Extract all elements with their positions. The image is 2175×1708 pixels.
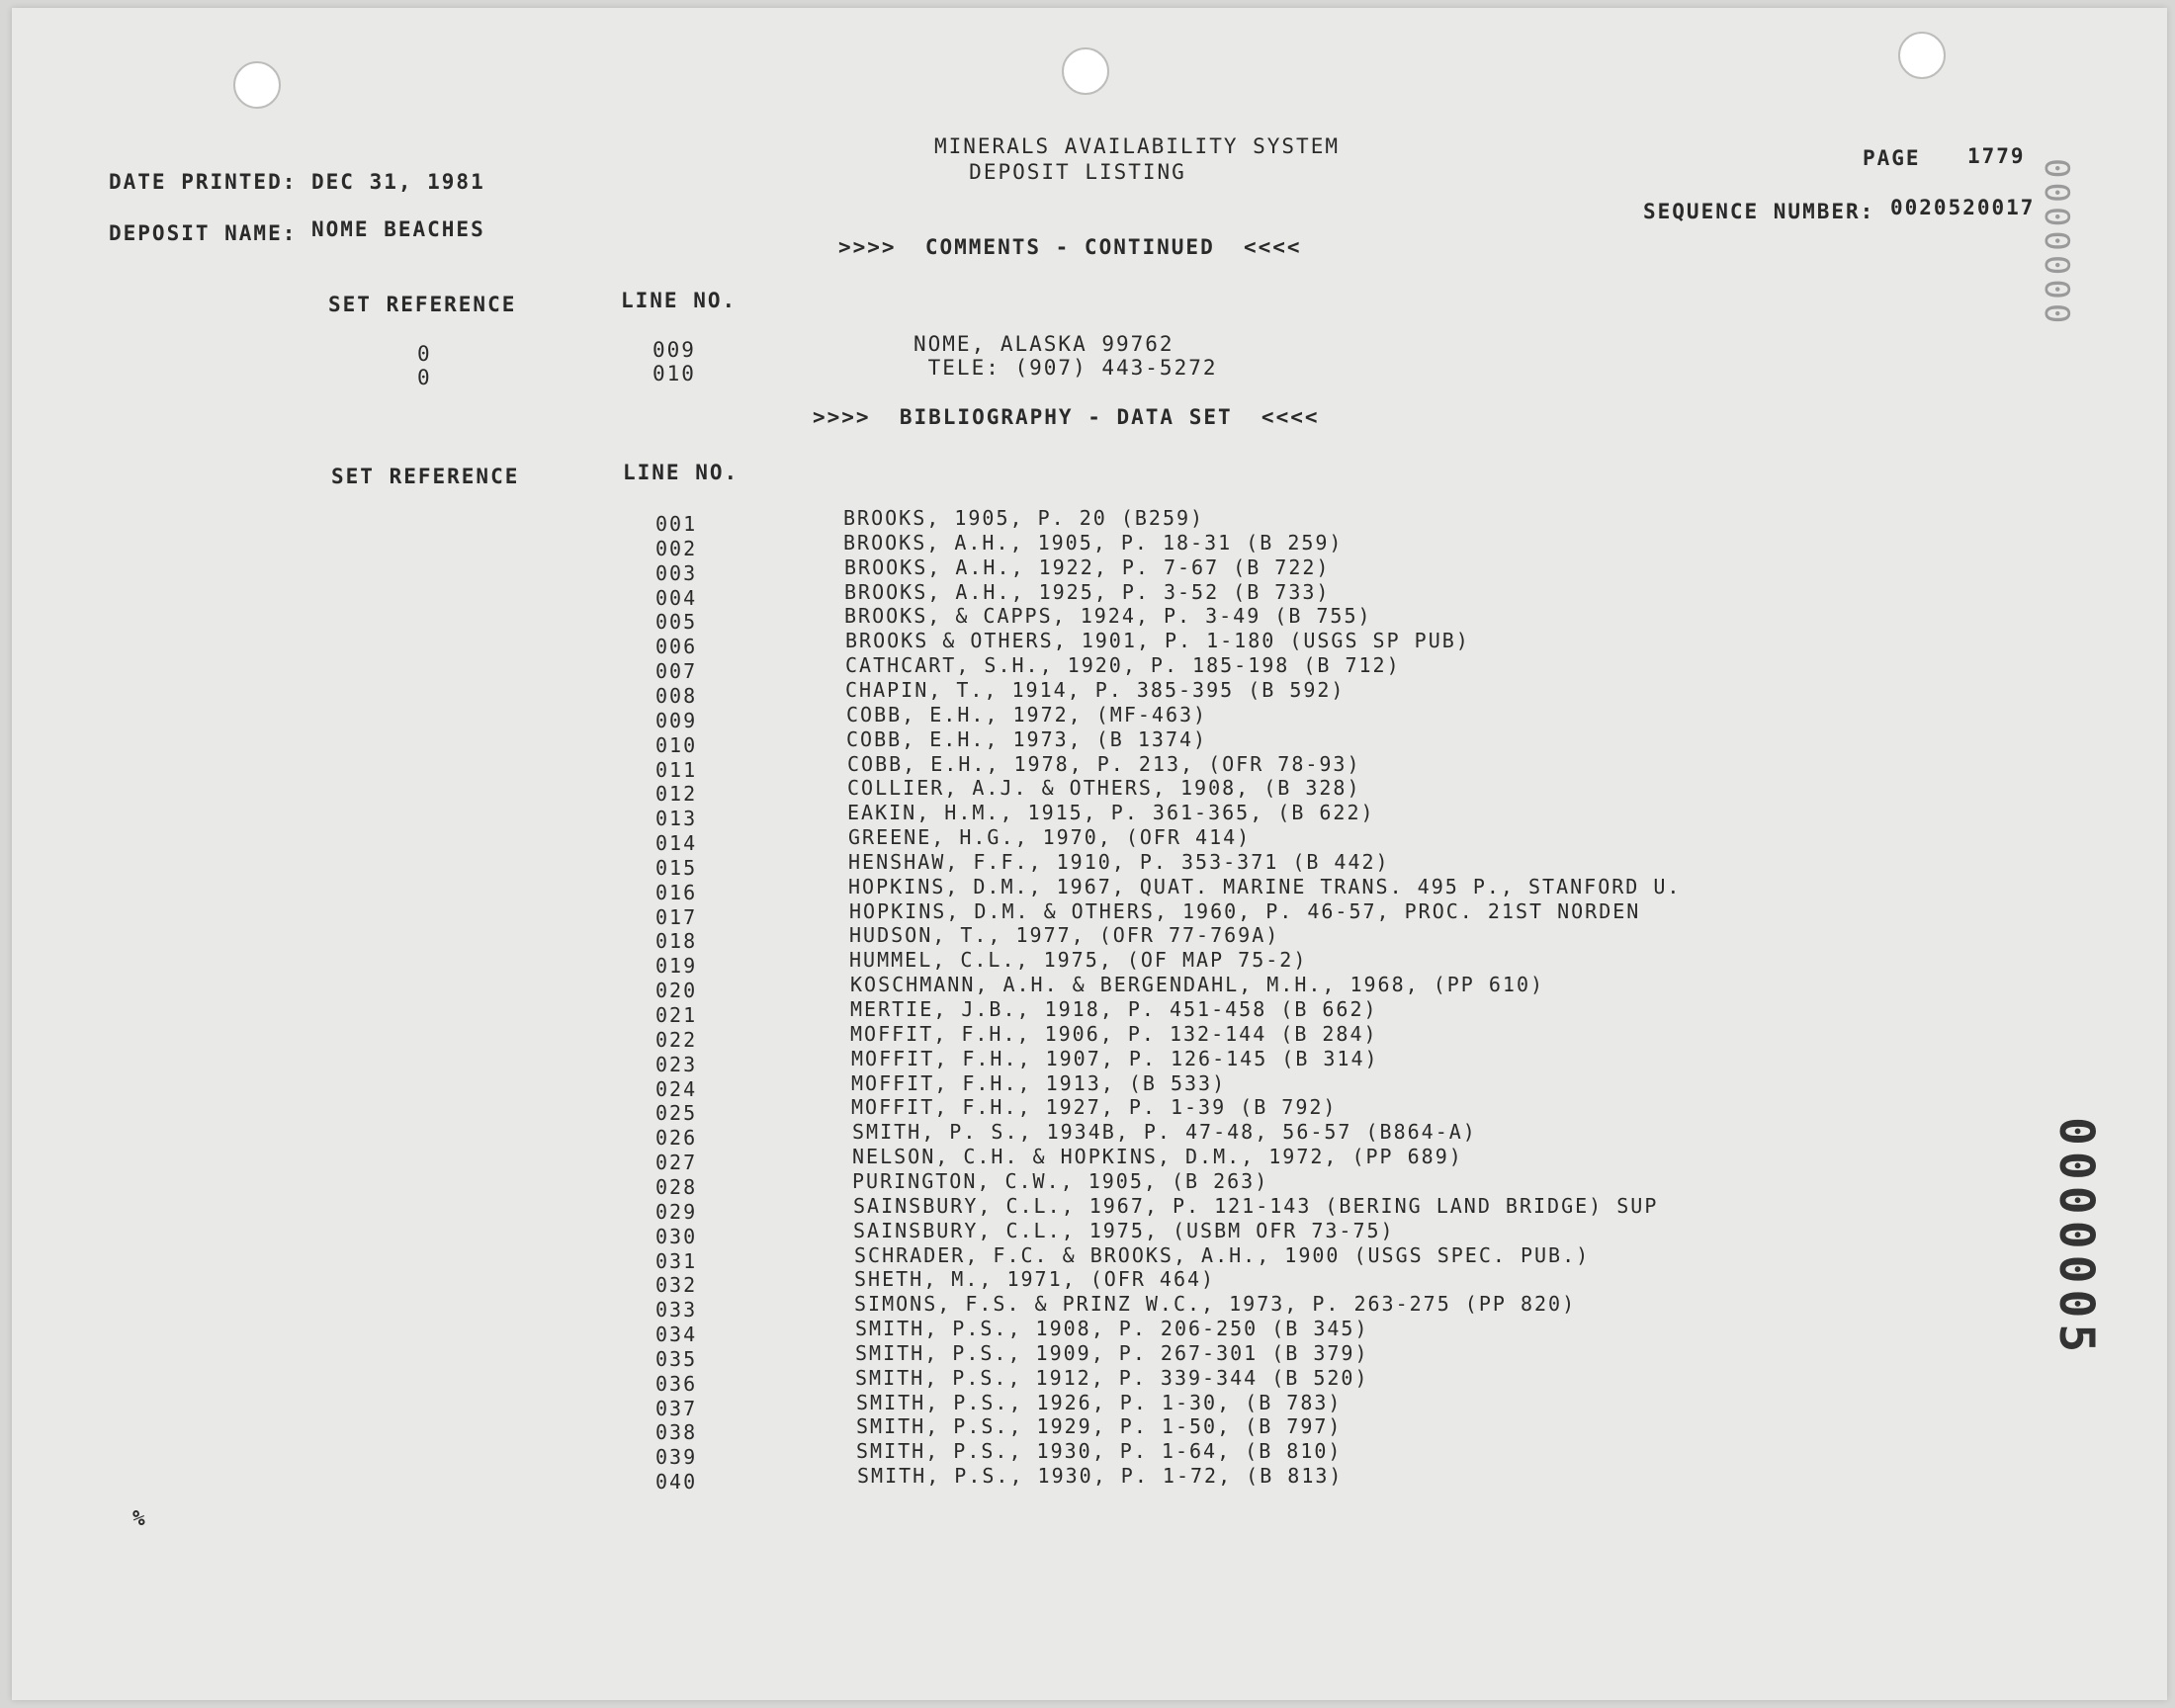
bibliography-line-no: 036: [655, 1371, 698, 1396]
comment-text: TELE: (907) 443-5272: [914, 356, 1218, 380]
date-printed-label: DATE PRINTED:: [109, 170, 298, 194]
bibliography-line-no: 003: [655, 560, 698, 585]
bibliography-citation: BROOKS & OTHERS, 1901, P. 1-180 (USGS SP PUB): [845, 629, 1470, 653]
punch-hole-left: [233, 61, 281, 109]
listing-title: DEPOSIT LISTING: [969, 160, 1186, 184]
bibliography-citation: COBB, E.H., 1978, P. 213, (OFR 78-93): [847, 751, 1361, 776]
comment-text: NOME, ALASKA 99762: [914, 332, 1174, 356]
bibliography-line-no: 022: [655, 1027, 698, 1052]
bibliography-citation: BROOKS, A.H., 1905, P. 18-31 (B 259): [843, 530, 1344, 555]
bibliography-citation: NELSON, C.H. & HOPKINS, D.M., 1972, (PP 689): [852, 1145, 1463, 1169]
bibliography-citation: HUMMEL, C.L., 1975, (OF MAP 75-2): [849, 948, 1308, 973]
bibliography-citation: SMITH, P.S., 1908, P. 206-250 (B 345): [855, 1317, 1369, 1341]
bibliography-citation: PURINGTON, C.W., 1905, (B 263): [852, 1168, 1269, 1193]
bibliography-line-no: 031: [655, 1248, 698, 1273]
bibliography-citation: EAKIN, H.M., 1915, P. 361-365, (B 622): [847, 801, 1375, 825]
comments-col-set-reference: SET REFERENCE: [328, 293, 517, 316]
bibliography-line-no: 024: [655, 1076, 698, 1101]
bibliography-citation: GREENE, H.G., 1970, (OFR 414): [848, 825, 1252, 850]
bibliography-line-no: 037: [655, 1396, 698, 1420]
bibliography-citation: SMITH, P. S., 1934B, P. 47-48, 56-57 (B864-A): [852, 1120, 1477, 1145]
bibliography-citation: COBB, E.H., 1972, (MF-463): [846, 702, 1208, 726]
comment-line-no: 010: [652, 362, 696, 385]
bibliography-line-no: 026: [655, 1126, 698, 1151]
bibliography-line-no: 006: [655, 635, 698, 659]
bibliography-citation: CHAPIN, T., 1914, P. 385-395 (B 592): [845, 677, 1346, 702]
bibliography-line-no: 010: [655, 732, 698, 757]
page-label: PAGE: [1863, 146, 1921, 170]
bibliography-line-no: 013: [655, 807, 698, 831]
bibliography-line-no: 016: [655, 880, 698, 904]
bibliography-citation: SAINSBURY, C.L., 1967, P. 121-143 (BERING LAND BRIDGE) SUP: [853, 1193, 1659, 1218]
bibliography-line-no: 005: [655, 610, 698, 635]
bibliography-citation: MOFFIT, F.H., 1906, P. 132-144 (B 284): [850, 1021, 1378, 1046]
bibliography-line-no: 027: [655, 1151, 698, 1175]
bibliography-citation: BROOKS, A.H., 1922, P. 7-67 (B 722): [844, 555, 1331, 579]
bibliography-citation: MOFFIT, F.H., 1927, P. 1-39 (B 792): [851, 1095, 1338, 1120]
bibliography-line-no: 004: [655, 585, 698, 610]
deposit-name-value: NOME BEACHES: [311, 217, 485, 241]
bibliography-heading: >>>> BIBLIOGRAPHY - DATA SET <<<<: [813, 405, 1320, 429]
bibliography-row: [0, 1464, 2175, 1494]
bibliography-line-no: 028: [655, 1174, 698, 1199]
bibliography-citation: SMITH, P.S., 1929, P. 1-50, (B 797): [856, 1414, 1343, 1439]
bibliography-citation: HENSHAW, F.F., 1910, P. 353-371 (B 442): [848, 849, 1390, 874]
bibliography-line-no: 025: [655, 1101, 698, 1126]
frame-number-stamp: 0000005: [2048, 1117, 2104, 1359]
bibliography-citation: BROOKS, A.H., 1925, P. 3-52 (B 733): [844, 579, 1331, 604]
bibliography-citation: COBB, E.H., 1973, (B 1374): [846, 726, 1208, 751]
bibliography-line-no: 014: [655, 831, 698, 856]
bibliography-citation: BROOKS, & CAPPS, 1924, P. 3-49 (B 755): [844, 604, 1372, 629]
bibliography-citation: SMITH, P.S., 1926, P. 1-30, (B 783): [856, 1390, 1343, 1414]
bibliography-line-no: 034: [655, 1323, 698, 1347]
bibliography-line-no: 038: [655, 1420, 698, 1445]
bibliography-line-no: 021: [655, 1003, 698, 1027]
bibliography-col-set-reference: SET REFERENCE: [331, 465, 520, 488]
date-printed-value: DEC 31, 1981: [311, 170, 485, 194]
bibliography-citation: BROOKS, 1905, P. 20 (B259): [843, 506, 1205, 530]
faint-frame-number-stamp: 0000000: [2037, 158, 2076, 328]
comment-set-ref: 0: [417, 342, 432, 366]
bibliography-citation: MOFFIT, F.H., 1913, (B 533): [851, 1070, 1227, 1095]
comment-line-no: 009: [652, 338, 696, 362]
bibliography-citation: HUDSON, T., 1977, (OFR 77-769A): [849, 923, 1280, 948]
bibliography-citation: HOPKINS, D.M. & OTHERS, 1960, P. 46-57, PROC. 21ST NORDEN: [849, 898, 1641, 923]
bibliography-line-no: 040: [655, 1470, 698, 1494]
bibliography-line-no: 020: [655, 979, 698, 1003]
page-number: 1779: [1967, 144, 2026, 168]
bibliography-citation: COLLIER, A.J. & OTHERS, 1908, (B 328): [847, 776, 1361, 801]
bibliography-citation: MOFFIT, F.H., 1907, P. 126-145 (B 314): [851, 1046, 1379, 1070]
bibliography-citation: SMITH, P.S., 1912, P. 339-344 (B 520): [855, 1365, 1369, 1390]
bibliography-line-no: 039: [655, 1445, 698, 1470]
deposit-name-label: DEPOSIT NAME:: [109, 221, 298, 245]
comments-heading: >>>> COMMENTS - CONTINUED <<<<: [838, 235, 1302, 259]
bibliography-line-no: 019: [655, 954, 698, 979]
bibliography-line-no: 008: [655, 683, 698, 708]
sequence-number-value: 0020520017: [1890, 196, 2036, 219]
punch-hole-right: [1898, 32, 1946, 79]
bibliography-line-no: 029: [655, 1199, 698, 1224]
bibliography-line-no: 032: [655, 1273, 698, 1298]
bibliography-line-no: 023: [655, 1052, 698, 1076]
bibliography-citation: CATHCART, S.H., 1920, P. 185-198 (B 712): [845, 653, 1401, 678]
bibliography-citation: SMITH, P.S., 1930, P. 1-72, (B 813): [857, 1464, 1344, 1489]
bibliography-citation: KOSCHMANN, A.H. & BERGENDAHL, M.H., 1968, (PP 610): [850, 973, 1545, 997]
bibliography-line-no: 018: [655, 929, 698, 954]
bibliography-line-no: 001: [655, 512, 698, 536]
bibliography-citation: SMITH, P.S., 1930, P. 1-64, (B 810): [856, 1439, 1343, 1464]
comments-col-line-no: LINE NO.: [621, 289, 738, 312]
punch-hole-center: [1062, 47, 1109, 95]
bibliography-line-no: 009: [655, 708, 698, 732]
bibliography-citation: SIMONS, F.S. & PRINZ W.C., 1973, P. 263-275 (PP 820): [854, 1292, 1577, 1317]
bibliography-line-no: 033: [655, 1298, 698, 1323]
bibliography-line-no: 002: [655, 536, 698, 560]
bibliography-line-no: 011: [655, 757, 698, 782]
comment-set-ref: 0: [417, 366, 432, 389]
bibliography-citation: SMITH, P.S., 1909, P. 267-301 (B 379): [855, 1340, 1369, 1365]
system-title: MINERALS AVAILABILITY SYSTEM: [933, 134, 1340, 158]
sequence-number-label: SEQUENCE NUMBER:: [1643, 200, 1875, 223]
bibliography-citation: SHETH, M., 1971, (OFR 464): [854, 1267, 1216, 1292]
percent-mark: %: [132, 1506, 147, 1530]
bibliography-col-line-no: LINE NO.: [623, 461, 740, 484]
bibliography-line-no: 015: [655, 855, 698, 880]
bibliography-line-no: 035: [655, 1346, 698, 1371]
bibliography-line-no: 012: [655, 782, 698, 807]
bibliography-citation: HOPKINS, D.M., 1967, QUAT. MARINE TRANS. 495 P., STANFORD U.: [848, 874, 1682, 898]
bibliography-citation: MERTIE, J.B., 1918, P. 451-458 (B 662): [850, 997, 1378, 1021]
bibliography-citation: SAINSBURY, C.L., 1975, (USBM OFR 73-75): [853, 1218, 1395, 1242]
bibliography-line-no: 007: [655, 659, 698, 684]
bibliography-line-no: 030: [655, 1224, 698, 1248]
bibliography-citation: SCHRADER, F.C. & BROOKS, A.H., 1900 (USGS SPEC. PUB.): [854, 1242, 1591, 1267]
bibliography-line-no: 017: [655, 904, 698, 929]
